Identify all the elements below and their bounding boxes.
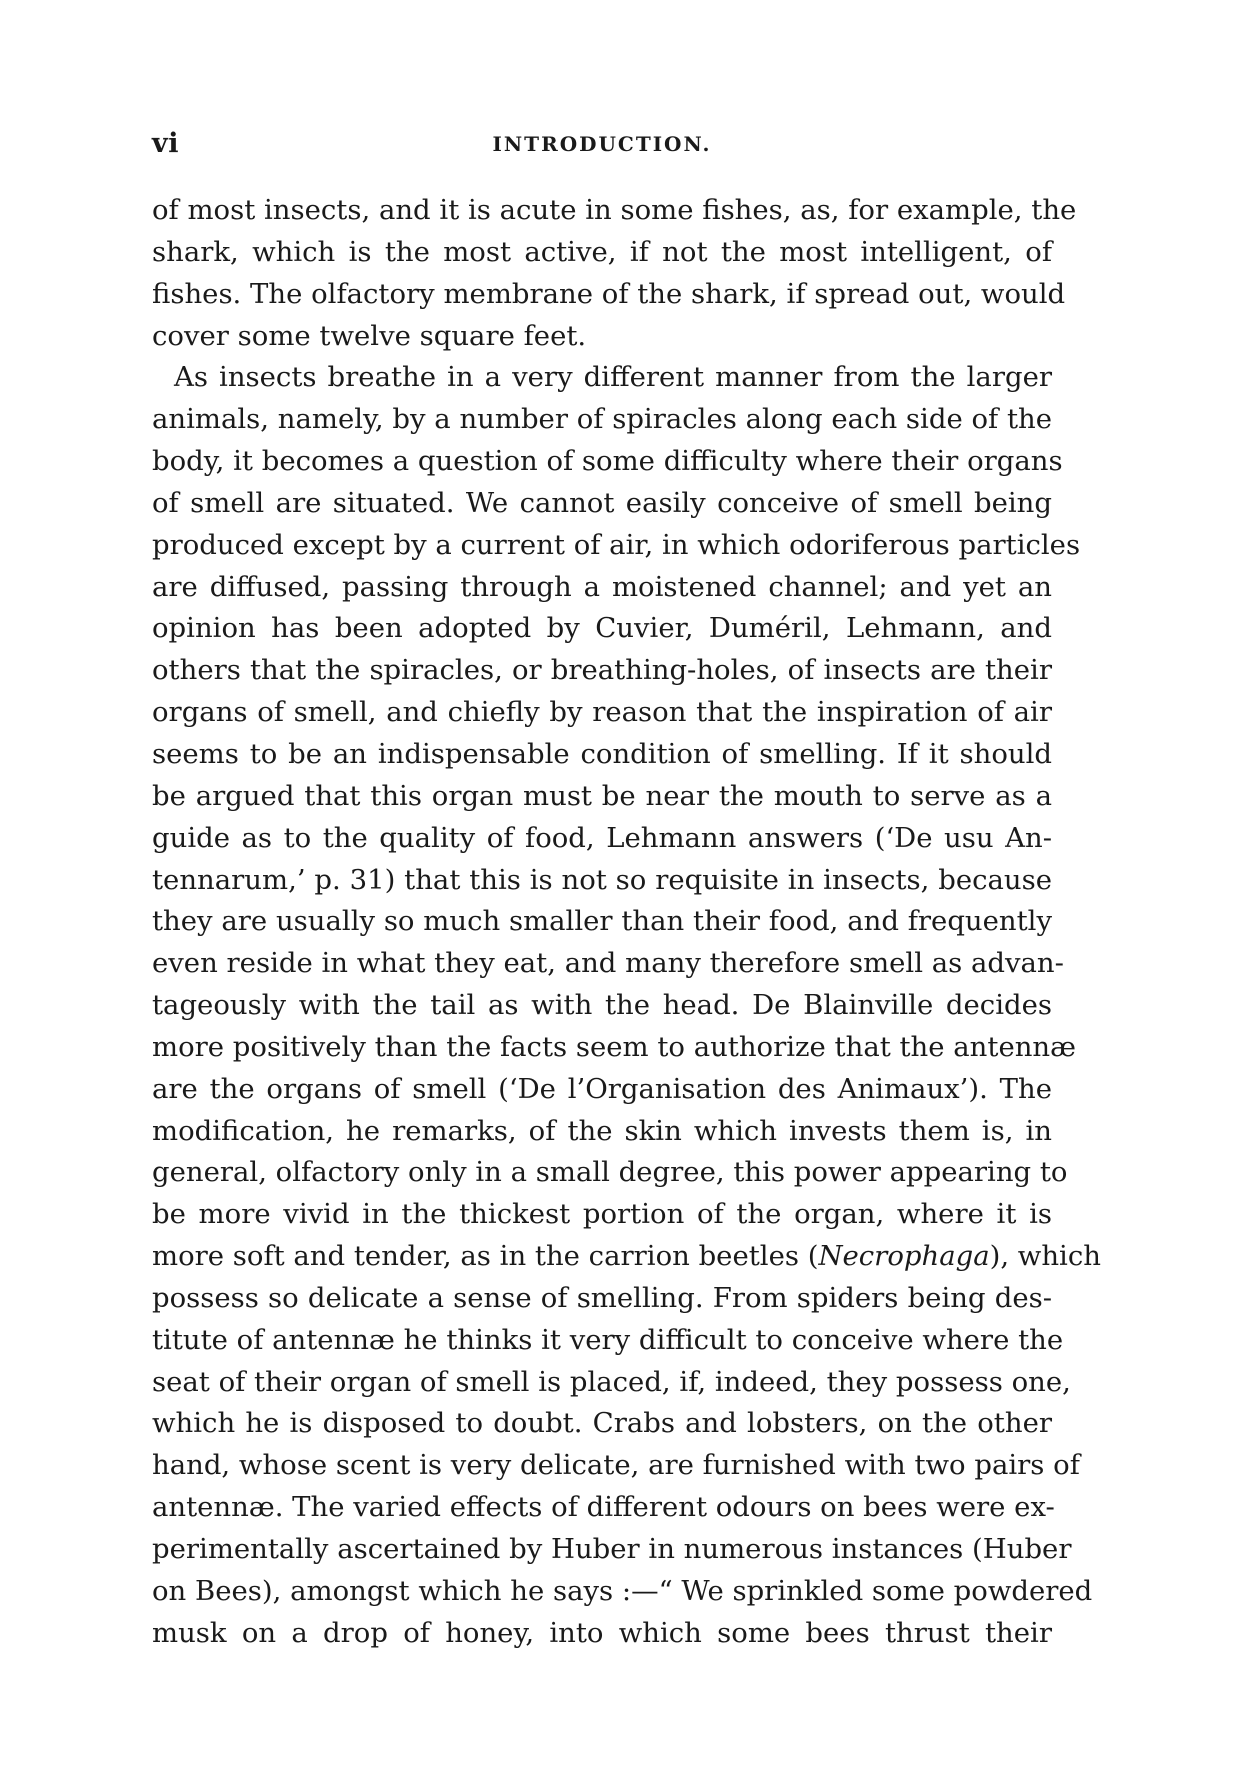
text-line: titute of antennæ he thinks it very difficult to conceive where the (152, 1323, 1064, 1356)
text-line: on Bees), amongst which he says :—“ We sprinkled some powdered (152, 1574, 1093, 1607)
text-line: perimentally ascertained by Huber in numerous instances (Huber (152, 1533, 1072, 1565)
text-line: more positively than the facts seem to authorize that the antennæ (152, 1030, 1076, 1063)
text-line: more soft and tender, as in the carrion beetles (Necrophaga), which (152, 1240, 1101, 1273)
text-line: shark, which is the most active, if not the most intelligent, of (152, 235, 1052, 268)
body-text (152, 190, 1101, 1655)
text-line: guide as to the quality of food, Lehmann answers (‘De usu An- (152, 821, 1052, 854)
text-line: opinion has been adopted by Cuvier, Duméril, Lehmann, and (152, 612, 1052, 645)
page-number: vi (152, 128, 179, 159)
text-line: organs of smell, and chiefly by reason that the inspiration of air (152, 696, 1052, 729)
text-line: general, olfactory only in a small degree, this power appearing to (152, 1156, 1068, 1189)
text-line: which he is disposed to doubt. Crabs and lobsters, on the other (152, 1407, 1052, 1440)
text-line: fishes. The olfactory membrane of the shark, if spread out, would (152, 277, 1066, 310)
text-line: animals, namely, by a number of spiracles along each side of the (152, 403, 1052, 436)
paragraph-2 (152, 357, 1101, 1654)
text-line: seems to be an indispensable condition of smelling. If it should (152, 737, 1052, 770)
text-line: be argued that this organ must be near the mouth to serve as a (152, 779, 1052, 812)
text-line: seat of their organ of smell is placed, if, indeed, they possess one, (152, 1365, 1071, 1398)
text-line: produced except by a current of air, in which odoriferous particles (152, 528, 1081, 561)
running-title: INTRODUCTION. (492, 132, 712, 156)
text-line: possess so delicate a sense of smelling. From spiders being des- (152, 1281, 1052, 1314)
text-line: they are usually so much smaller than their food, and frequently (152, 905, 1052, 938)
italic-term: Necrophaga (818, 1240, 990, 1273)
text-line: be more vivid in the thickest portion of the organ, where it is (152, 1198, 1052, 1231)
text-line: musk on a drop of honey, into which some bees thrust their (152, 1616, 1052, 1649)
text-line: of smell are situated. We cannot easily conceive of smell being (152, 486, 1052, 519)
text-line: are the organs of smell (‘De l’Organisation des Animaux’). The (152, 1072, 1052, 1105)
text-line: antennæ. The varied effects of different odours on bees were ex- (152, 1491, 1055, 1524)
text-line: tennarum,’ p. 31) that this is not so requisite in insects, because (152, 863, 1052, 896)
text-line: cover some twelve square feet. (152, 319, 587, 352)
text-line: body, it becomes a question of some difficulty where their organs (152, 445, 1063, 478)
paragraph-1 (152, 190, 1077, 357)
text-line: tageously with the tail as with the head. De Blainville decides (152, 989, 1052, 1022)
text-line: As insects breathe in a very different manner from the larger (174, 361, 1052, 394)
page-header (152, 128, 1052, 158)
text-line: hand, whose scent is very delicate, are furnished with two pairs of (152, 1449, 1080, 1482)
text-line: others that the spiracles, or breathing-holes, of insects are their (152, 654, 1052, 687)
text-line: even reside in what they eat, and many therefore smell as advan- (152, 947, 1064, 980)
text-line: of most insects, and it is acute in some fishes, as, for example, the (152, 194, 1077, 226)
text-line: are diffused, passing through a moistened channel; and yet an (152, 570, 1052, 603)
text-line: modification, he remarks, of the skin which invests them is, in (152, 1114, 1052, 1147)
